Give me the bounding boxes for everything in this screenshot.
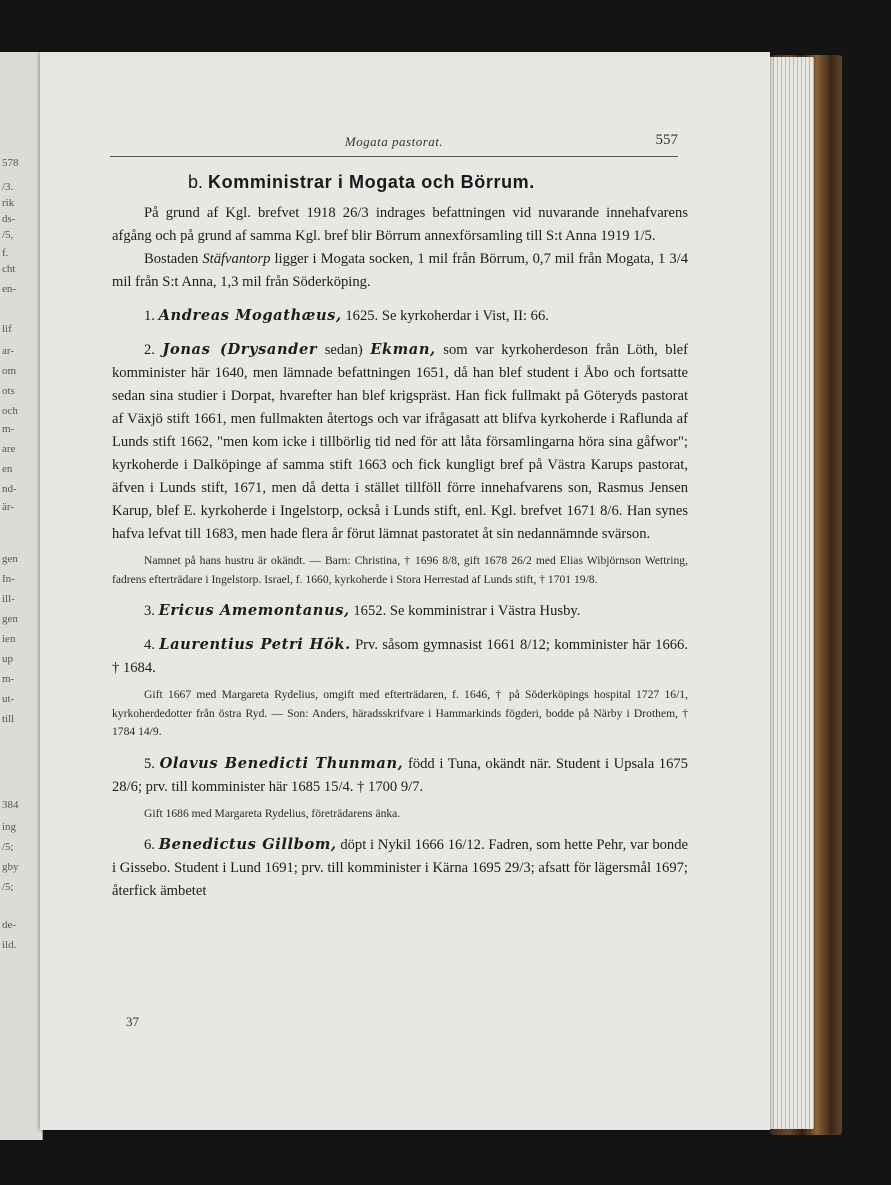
left-page-fragment: och: [2, 405, 18, 417]
entry-5: 5. Olavus Benedicti Thunman, född i Tuna, okändt när. Student i Upsala 1675 28/6; prv. till komminister här 1685 15/4. † 1700 9/7.: [112, 754, 688, 795]
left-page-fragment: ill-: [2, 593, 15, 605]
left-page-fragment: gen: [2, 553, 18, 565]
left-page-fragment: 384: [2, 799, 19, 811]
intro-p2-start: Bostaden: [144, 251, 199, 267]
intro-paragraph-1: På grund af Kgl. brefvet 1918 26/3 indrages befattningen vid nuvarande innehafvarens afgång och på grund af samma Kgl. bref blir Börrum annexförsamling till S:t Anna 1919 1/5.: [112, 205, 688, 244]
left-page-edge: [0, 52, 43, 1140]
intro-paragraph-2: [112, 248, 688, 294]
entry-1-name: Andreas Mogathæus,: [158, 307, 342, 324]
signature-mark: 37: [126, 1014, 139, 1029]
left-page-fragment: cht: [2, 263, 16, 275]
entry-2: 2. Jonas (Drysander sedan) Ekman, som var kyrkoherdeson från Löth, blef komminister här 1640, men lämnade befattningen 1651, då han blef student i Åbo och fortsatte sedan sina studier i Dorpat, hvarefter han blef krigspräst. Han fick fullmakt på Göteryds pastorat af Växjö stift 1661, men fullmakten återtogs och var ifrågasatt att blifva kyrkoherde i Raflunda af Lunds stift 1662, "men kom icke i tillbörlig tid ned för att låta församlingarna höra sina gåfwor"; kyrkoherde i Dalköpinge af samma stift 1663 och fick kungligt bref på Västra Karups pastorat, äfven i Lunds stift, 1671, men då detta i stället tillföll förre innehafvarens son, Rasmus Jensen Karup, blef E. kyrkoherde i Ingelstorp, också i Lunds stift, enl. Kgl. brefvet 1671 8/6. Han synes hafva lefvat till 1683, men hade flera år förut lämnat pastoratet åt sin nedannämnde svärson.: [112, 341, 688, 542]
entry-2-note: Namnet på hans hustru är okändt. — Barn: Christina, † 1696 8/8, gift 1678 26/2 med Elias Wibjörnson Wettring, fadrens efterträdare i Ingelstorp. Israel, f. 1660, kyrkoherde i Stora Herrestad af Lunds stift, † 1701 19/8.: [112, 554, 688, 586]
running-header-title: Mogata pastorat.: [344, 134, 444, 149]
section-title: Komministrar i Mogata och Börrum.: [208, 172, 535, 192]
left-page-fragment: m-: [2, 673, 15, 685]
entry-4-name: Laurentius Petri Hök.: [159, 636, 351, 653]
left-page-fragment: /5;: [2, 841, 14, 853]
left-page-fragment: gen: [2, 613, 18, 625]
entry-6-name: Benedictus Gillbom,: [158, 836, 337, 853]
section-letter: b.: [188, 172, 204, 192]
entry-5-note: Gift 1686 med Margareta Rydelius, företrädarens änka.: [144, 806, 401, 820]
left-page-fragment: ar-: [2, 345, 14, 357]
intro-p2-place: Stäfvantorp: [202, 251, 271, 267]
page-number: 557: [655, 132, 678, 148]
left-page-fragment: till: [2, 713, 15, 725]
left-page-fragment: de-: [2, 919, 17, 931]
entry-3-name: Ericus Amemontanus,: [158, 602, 350, 619]
left-page-fragment: In-: [2, 573, 15, 585]
left-page-fragment: en-: [2, 283, 17, 295]
left-page-fragment: are: [2, 443, 16, 455]
left-page-fragment: ds-: [2, 213, 16, 225]
left-page-fragment: lif: [2, 323, 12, 335]
left-page-fragment: en: [2, 463, 13, 475]
left-page-fragment: /5;: [2, 881, 14, 893]
intro-p2-rest: ligger i Mogata socken, 1 mil från Börrum, 0,7 mil från Mogata, 1 3/4 mil från S:t Anna, 1,3 mil från Söderköping.: [112, 251, 689, 290]
left-page-fragment: f.: [2, 247, 9, 259]
left-page-fragment: ien: [2, 633, 16, 645]
left-page-fragment: ing: [2, 821, 17, 833]
entry-2-name: Jonas (Drysander: [162, 341, 318, 358]
left-page-fragment: gby: [2, 861, 19, 873]
body-text: [112, 202, 688, 903]
entry-5-name: Olavus Benedicti Thunman,: [159, 754, 404, 772]
left-page-fragment: m-: [2, 423, 15, 435]
entry-3: 3. Ericus Amemontanus, 1652. Se komministrar i Västra Husby.: [144, 602, 581, 619]
entry-4: 4. Laurentius Petri Hök. Prv. såsom gymnasist 1661 8/12; komminister här 1666. † 1684.: [112, 636, 688, 676]
left-page-fragment: 578: [2, 157, 19, 169]
entry-6: 6. Benedictus Gillbom, döpt i Nykil 1666 16/12. Fadren, som hette Pehr, var bonde i Gissebo. Student i Lund 1691; prv. till komminister i Kärna 1695 29/3; afsatt för lägersmål 1697; återfick ämbetet: [112, 836, 689, 899]
left-page-fragment: rik: [2, 197, 15, 209]
left-page-fragment: /3.: [2, 181, 14, 193]
left-page-fragment: nd-: [2, 483, 17, 495]
left-page-fragment: om: [2, 365, 17, 377]
book-page: [40, 52, 770, 1130]
left-page-fragment: ild.: [2, 939, 17, 951]
left-page-fragment: up: [2, 653, 13, 665]
entry-2-name-2: Ekman,: [370, 341, 436, 358]
left-page-fragment: /5,: [2, 229, 14, 241]
left-page-fragment: ots: [2, 385, 15, 397]
left-page-fragment: ut-: [2, 693, 15, 705]
left-page-fragment: är-: [2, 501, 14, 513]
entry-1: 1. Andreas Mogathæus, 1625. Se kyrkoherdar i Vist, II: 66.: [144, 307, 549, 324]
running-header: [110, 132, 678, 157]
section-heading: [188, 172, 668, 193]
entry-4-note: Gift 1667 med Margareta Rydelius, omgift med efterträdaren, f. 1646, † på Söderköpings hospital 1727 16/1, kyrkoherdedotter från östra Ryd. — Son: Anders, häradsskrifvare i Hammarkinds fögderi, bodde på Närby i Drothem, † 1784 14/9.: [112, 688, 688, 738]
